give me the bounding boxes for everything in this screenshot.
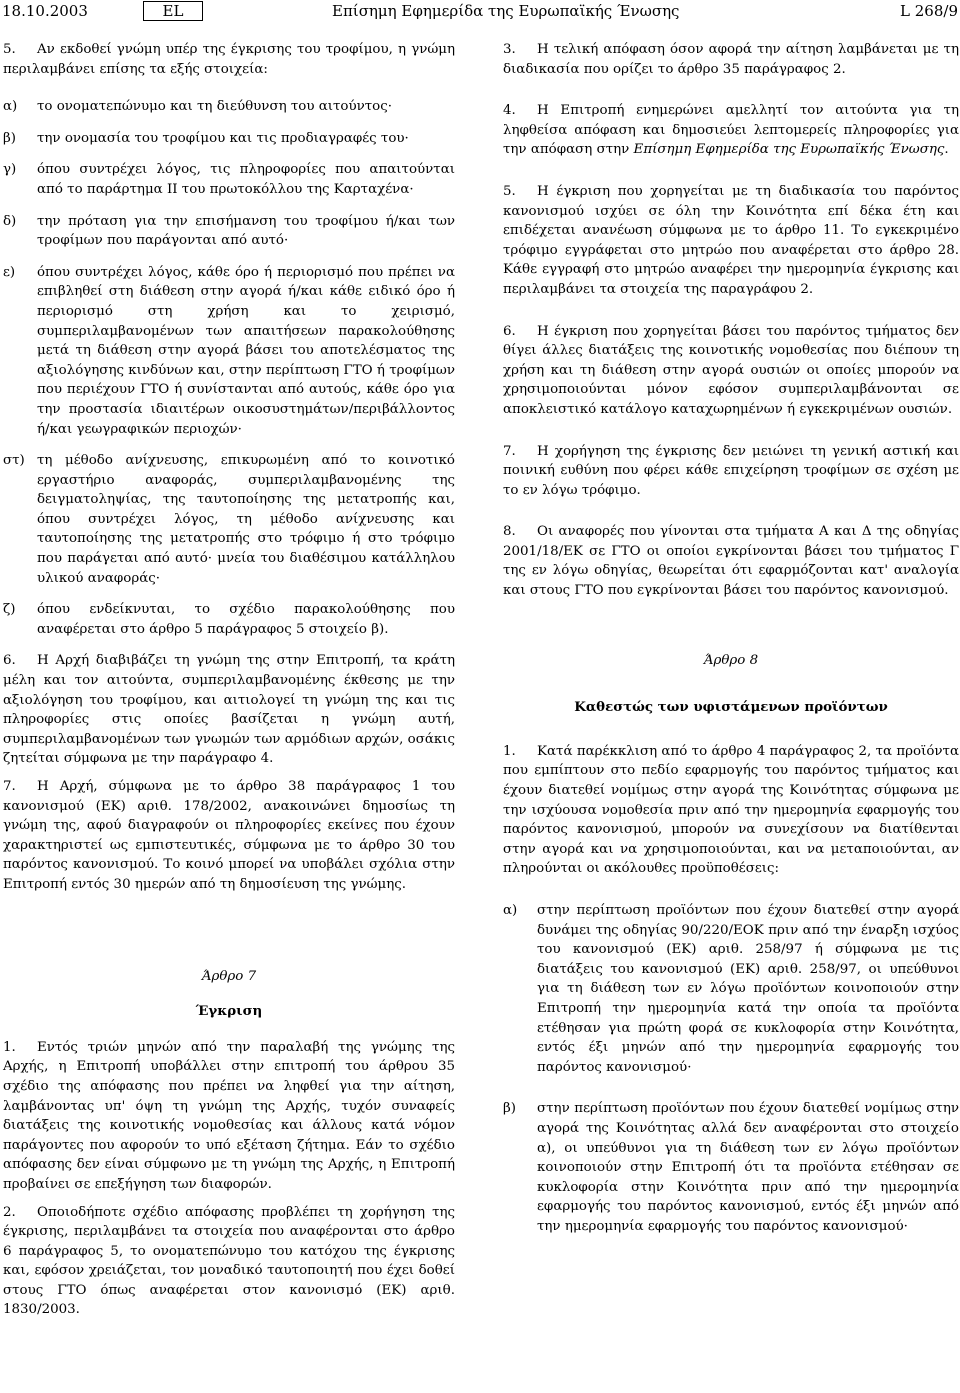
list-item: α) στην περίπτωση προϊόντων που έχουν διατεθεί στην αγορά δυνάμει της οδηγίας 90/220/ΕΟΚ πριν από την έναρξη ισχύος του κανονισμού (ΕΚ) αριθ. 258/97 ή σύμφωνα με τις διατάξεις του κανονισμού (ΕΚ) αριθ. 258/97, οι υπεύθυνοι για τη διάθεση των εν λόγω προϊόντων κοινοποιούν στην Επιτροπή την ημερομηνία κατά την οποία τα προϊόντα ετέθησαν για πρώτη φορά σε κυκλοφορία στην Κοινότητα, εντός έξι μηνών από την ημερομηνία εφαρμογής του παρόντος κανονισμού·	[503, 903, 959, 1075]
article-8-title: Καθεστώς των υφιστάμενων προϊόντων	[574, 699, 888, 716]
paragraph-6: 6. Η Αρχή διαβιβάζει τη γνώμη της στην Επιτροπή, τα κράτη μέλη και τον αιτούντα, συμπεριλαμβανομένης έκθεσης με την αξιολόγηση του τροφίμου, και αιτιολογεί τη γνώμη της και τις πληροφορίες στις οποίες βασίζεται η γνώμη αυτή, συμπεριλαμβανομένων των γνωμών των αρμόδιων αρχών, οσάκις ζητείται σύμφωνα με την παράγραφο 4.	[3, 653, 455, 767]
paragraph-4: 4. Η Επιτροπή ενημερώνει αμελλητί τον αιτούντα για τη ληφθείσα απόφαση και δημοσιεύει λεπτομερείς πληροφορίες για την απόφαση στην Επίσημη Εφημερίδα της Ευρωπαϊκής Ένωσης.	[503, 103, 959, 158]
header-language-badge: EL	[143, 1, 203, 21]
right-column	[503, 40, 959, 1237]
paragraph-6-right: 6. Η έγκριση που χορηγείται βάσει του παρόντος τμήματος δεν θίγει άλλες διατάξεις της κοινοτικής νομοθεσίας που διέπουν τη χρήση και τη διάθεση στην αγορά ουσιών οι οποίες μπορούν να χρησιμοποιούνται μόνον εφόσον συμπεριλαμβάνονται σε αποκλειστικό κατάλογο καταχωρημένων ή εγκεκριμένων ουσιών.	[503, 323, 959, 417]
paragraph-3: 3. Η τελική απόφαση όσον αφορά την αίτηση λαμβάνεται με τη διαδικασία που ορίζει το άρθρο 35 παράγραφος 2.	[503, 42, 959, 77]
article-7-heading: Άρθρο 7	[201, 968, 257, 984]
article-8-heading: Άρθρο 8	[703, 652, 759, 668]
left-column	[3, 40, 455, 1320]
journal-name-italic: Επίσημη Εφημερίδα της Ευρωπαϊκής Ένωσης	[633, 142, 945, 158]
list-item: β) στην περίπτωση προϊόντων που έχουν διατεθεί νομίμως στην αγορά της Κοινότητας αλλά δεν αναφέρονται στο στοιχείο α), οι υπεύθυνοι για τη διάθεση των εν λόγω προϊόντων κοινοποιούν στην Επιτροπή ότι τα προϊόντα ετέθησαν σε κυκλοφορία στην Κοινότητα πριν από την ημερομηνία εφαρμογής του παρόντος κανονισμού, εντός έξι μηνών από την ημερομηνία εφαρμογής του παρόντος κανονισμού·	[503, 1101, 959, 1234]
paragraph-7: 7. Η Αρχή, σύμφωνα με το άρθρο 38 παράγραφος 1 του κανονισμού (ΕΚ) αριθ. 178/2002, ανακοινώνει δημοσίως τη γνώμη της, αφού διαγραφούν οι πληροφορίες εκείνες που έχουν χαρακτηριστεί ως εμπιστευτικές, σύμφωνα με το άρθρο 30 του παρόντος κανονισμού. Το κοινό μπορεί να υποβάλει σχόλια στην Επιτροπή εντός 30 ημερών από τη δημοσίευση της γνώμης.	[3, 779, 455, 892]
header-page-ref: L 268/9	[900, 2, 958, 20]
list-item: ε) όπου συντρέχει λόγος, κάθε όρο ή περιορισμό που πρέπει να επιβληθεί στη διάθεση στην αγορά ή/και κάθε ειδικό όρο ή περιορισμό στη χρήση και το χειρισμό, συμπεριλαμβανομένων των απαιτήσεων παρακολούθησης μετά τη διάθεση στην αγορά βάσει του αποτελέσματος της αξιολόγησης κινδύνων και, στην περίπτωση ΓΤΟ ή τροφίμων που περιέχουν ΓΤΟ ή συνίστανται από αυτούς, κάθε όρο για την προστασία ιδιαιτέρων οικοσυστημάτων/περιβάλλοντος ή/και γεωγραφικών περιοχών·	[3, 264, 455, 437]
header-journal-title: Επίσημη Εφημερίδα της Ευρωπαϊκής Ένωσης	[332, 2, 680, 20]
list-item: ζ) όπου ενδείκνυται, το σχέδιο παρακολούθησης που αναφέρεται στο άρθρο 5 παράγραφος 5 στοιχείο β).	[3, 602, 455, 637]
article-7-paragraph-1: 1. Εντός τριών μηνών από την παραλαβή της γνώμης της Αρχής, η Επιτροπή υποβάλλει στην επιτροπή του άρθρου 35 σχέδιο της απόφασης που πρέπει να ληφθεί για την αίτηση, λαμβάνοντας υπ' όψη τη γνώμη της Αρχής, τυχόν συναφείς διατάξεις της κοινοτικής νομοθεσίας και άλλους κατά νόμον παράγοντες που αφορούν το υπό εξέταση ζήτημα. Εάν το σχέδιο απόφασης δεν είναι σύμφωνο με τη γνώμη της Αρχής, η Επιτροπή προβαίνει σε επεξήγηση των διαφορών.	[3, 1039, 455, 1192]
article-8-paragraph-1: 1. Κατά παρέκκλιση από το άρθρο 4 παράγραφος 2, τα προϊόντα που εμπίπτουν στο πεδίο εφαρμογής του παρόντος τμήματος και έχουν διατεθεί νομίμως στην αγορά της Κοινότητας σύμφωνα με την ισχύουσα νομοθεσία πριν από την ημερομηνία εφαρμογής του παρόντος κανονισμού, μπορούν να συνεχίσουν να διατίθενται στην αγορά και να χρησιμοποιούνται, και να μεταποιούνται, αν πληρούνται οι ακόλουθες προϋποθέσεις:	[503, 743, 959, 877]
paragraph-7-right: 7. Η χορήγηση της έγκρισης δεν μειώνει τη γενική αστική και ποινική ευθύνη που φέρει κάθε επιχείρηση τροφίμων σε σχέση με το εν λόγω τρόφιμο.	[503, 443, 959, 498]
article-7-title: Έγκριση	[195, 1003, 263, 1020]
paragraph-5: 5. Αν εκδοθεί γνώμη υπέρ της έγκρισης του τροφίμου, η γνώμη περιλαμβάνει επίσης τα εξής στοιχεία:	[3, 42, 455, 77]
list-item: α) το ονοματεπώνυμο και τη διεύθυνση του αιτούντος·	[3, 99, 392, 115]
header-date: 18.10.2003	[2, 2, 88, 20]
list-item: γ) όπου συντρέχει λόγος, τις πληροφορίες που απαιτούνται από το παράρτημα II του πρωτοκόλλου της Καρταχένα·	[3, 162, 455, 197]
list-item: στ) τη μέθοδο ανίχνευσης, επικυρωμένη από το κοινοτικό εργαστήριο αναφοράς, συμπεριλαμβανομένης της δειγματοληψίας, της ταυτοποίησης της μετατροπής και, όπου συντρέχει λόγος, τη μέθοδο ανίχνευσης και ταυτοποίησης της μετατροπής στο τρόφιμο ή στο τρόφιμο που παράγεται από αυτό· μνεία του διαθέσιμου κατάλληλου υλικού αναφοράς·	[3, 453, 455, 586]
list-item: β) την ονομασία του τροφίμου και τις προδιαγραφές του·	[3, 130, 409, 146]
list-item: δ) την πρόταση για την επισήμανση του τροφίμου ή/και των τροφίμων που παράγονται από αυτό·	[3, 213, 455, 249]
paragraph-5-right: 5. Η έγκριση που χορηγείται με τη διαδικασία του παρόντος κανονισμού ισχύει σε όλη την Κοινότητα επί δέκα έτη και επιδέχεται ανανέωση σύμφωνα με το άρθρο 11. Το εγκεκριμένο τρόφιμο εγγράφεται στο μητρώο που αναφέρεται στο άρθρο 28. Κάθε εγγραφή στο μητρώο αναφέρει την ημερομηνία έγκρισης και περιλαμβάνει τα στοιχεία της παραγράφου 2.	[503, 183, 959, 297]
article-7-paragraph-2: 2. Οποιοδήποτε σχέδιο απόφασης προβλέπει τη χορήγηση της έγκρισης, περιλαμβάνει τα στοιχεία που αναφέρονται στο άρθρο 6 παράγραφος 5, το ονοματεπώνυμο του κατόχου της έγκρισης και, εφόσον χρειάζεται, τον μοναδικό ταυτοποιητή που έχει δοθεί στους ΓΤΟ όπως αναφέρεται στον κανονισμό (ΕΚ) αριθ. 1830/2003.	[3, 1204, 455, 1318]
page-header	[0, 0, 960, 26]
paragraph-8: 8. Οι αναφορές που γίνονται στα τμήματα Α και Δ της οδηγίας 2001/18/ΕΚ σε ΓΤΟ οι οποίοι εγκρίνονται βάσει του τμήματος Γ της εν λόγω οδηγίας, θεωρείται ότι εφαρμόζονται κατ' αναλογία και στους ΓΤΟ που εγκρίνονται βάσει του παρόντος κανονισμού.	[503, 524, 959, 599]
